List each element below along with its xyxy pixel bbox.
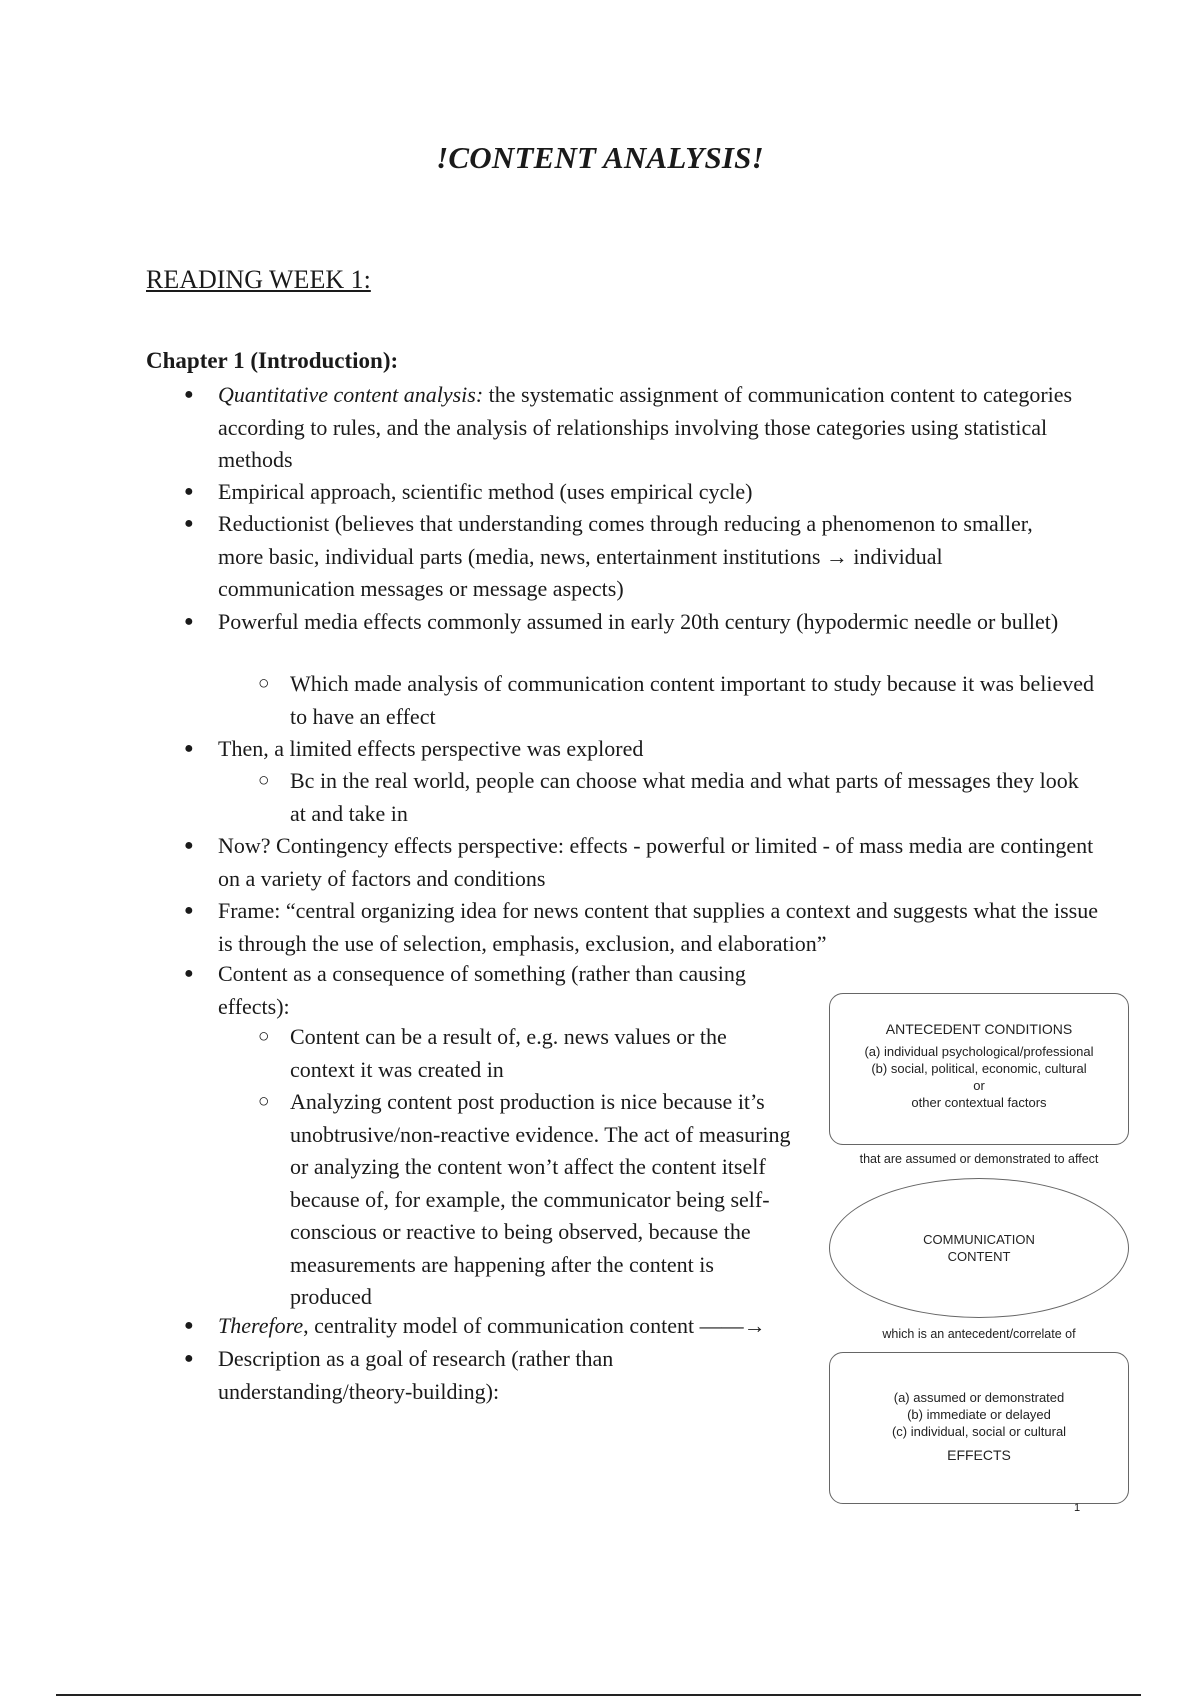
bullet-item-definition <box>184 379 1098 477</box>
bullet-item-contingency <box>184 830 1098 895</box>
effects-line-b: (b) immediate or delayed <box>907 1407 1051 1422</box>
therefore-term: Therefore <box>218 1313 304 1338</box>
antecedent-line-other: other contextual factors <box>911 1095 1047 1110</box>
bullet-item-description <box>184 1343 688 1408</box>
bullet-dot-icon: ● <box>184 515 194 532</box>
antecedent-line-a: (a) individual psychological/professional <box>864 1044 1094 1059</box>
item-text: Now? Contingency effects perspective: effects - powerful or limited - of mass media are contingent on a variety of factors and conditions <box>218 833 1094 891</box>
item-text: Reductionist (believes that understanding comes through reducing a phenomenon to smaller, more basic, individual parts (media, news, entertainment institutions → individual communication messages or message aspects) <box>218 511 1033 601</box>
antecedent-line-or: or <box>973 1078 985 1093</box>
item-text: Analyzing content post production is nice because it’s unobtrusive/non-reactive evidence. The act of measuring or analyzing the content won’t affect the content itself because of, for example, the communicator being self-conscious or reactive to being observed, because the measurements are happening after the content is produced <box>290 1089 791 1309</box>
item-text: Content as a consequence of something (rather than causing effects): <box>218 961 746 1019</box>
bullet-item-consequence <box>184 958 808 1023</box>
item-text: Which made analysis of communication content important to study because it was believed to have an effect <box>290 671 1094 729</box>
item-text: Content can be a result of, e.g. news values or the context it was created in <box>290 1024 727 1082</box>
bullet-circle-icon: ○ <box>258 770 270 791</box>
bullet-dot-icon: ● <box>184 483 194 500</box>
bullet-dot-icon: ● <box>184 1350 194 1367</box>
connector-affect-label: that are assumed or demonstrated to affect <box>859 1152 1099 1166</box>
bullet-item-centrality-model <box>184 1310 818 1343</box>
bullet-circle-icon: ○ <box>258 1091 270 1112</box>
bullet-dot-icon: ● <box>184 837 194 854</box>
bullet-dot-icon: ● <box>184 386 194 403</box>
item-text: Empirical approach, scientific method (uses empirical cycle) <box>218 479 753 504</box>
item-text: Powerful media effects commonly assumed in early 20th century (hypodermic needle or bullet) <box>218 609 1059 634</box>
antecedent-line-b: (b) social, political, economic, cultural <box>871 1061 1087 1076</box>
item-text: Then, a limited effects perspective was explored <box>218 736 644 761</box>
ellipse-line-1: COMMUNICATION <box>923 1232 1035 1247</box>
bullet-circle-icon: ○ <box>258 673 270 694</box>
item-text: Frame: “central organizing idea for news content that supplies a context and suggests what the issue is through the use of selection, emphasis, exclusion, and elaboration” <box>218 898 1098 956</box>
bullet-item-frame <box>184 895 1098 960</box>
effects-title: EFFECTS <box>947 1447 1011 1463</box>
bullet-item-empirical <box>184 476 1098 509</box>
antecedent-conditions-title: ANTECEDENT CONDITIONS <box>885 1021 1073 1037</box>
bullet-dot-icon: ● <box>184 1317 194 1334</box>
bullet-item-limited-effects <box>184 733 1098 766</box>
page-title: !CONTENT ANALYSIS! <box>436 140 764 175</box>
sub-bullet-item-effect <box>258 668 1100 733</box>
effects-line-a: (a) assumed or demonstrated <box>893 1390 1065 1405</box>
bullet-circle-icon: ○ <box>258 1026 270 1047</box>
bullet-item-powerful-effects <box>184 606 1098 639</box>
sub-bullet-item-unobtrusive <box>258 1086 800 1314</box>
ellipse-line-2: CONTENT <box>947 1249 1011 1264</box>
item-text: Bc in the real world, people can choose what media and what parts of messages they look at and take in <box>290 768 1079 826</box>
page-number: 1 <box>1074 1502 1081 1514</box>
item-text: Description as a goal of research (rather than understanding/theory-building): <box>218 1346 614 1404</box>
effects-line-c: (c) individual, social or cultural <box>891 1424 1067 1439</box>
bullet-item-reductionist <box>184 508 1038 606</box>
section-heading: READING WEEK 1: <box>146 265 371 294</box>
bullet-dot-icon: ● <box>184 965 194 982</box>
effects-box <box>829 1352 1129 1504</box>
connector-correlate-label: which is an antecedent/correlate of <box>882 1327 1076 1341</box>
definition-term: Quantitative content analysis: <box>218 382 484 407</box>
page-bottom-rule <box>56 1694 1141 1696</box>
item-text: , centrality model of communication content ——→ <box>303 1313 766 1338</box>
bullet-dot-icon: ● <box>184 740 194 757</box>
antecedent-conditions-box <box>829 993 1129 1145</box>
sub-bullet-item-real-world <box>258 765 1090 830</box>
chapter-heading: Chapter 1 (Introduction): <box>146 348 399 373</box>
definition-text: the systematic assignment of communication content to categories according to rules, and the analysis of relationships involving those categories using statistical methods <box>218 382 1073 472</box>
communication-content-ellipse <box>829 1178 1129 1318</box>
bullet-dot-icon: ● <box>184 902 194 919</box>
bullet-dot-icon: ● <box>184 613 194 630</box>
sub-bullet-item-news-values <box>258 1021 790 1086</box>
